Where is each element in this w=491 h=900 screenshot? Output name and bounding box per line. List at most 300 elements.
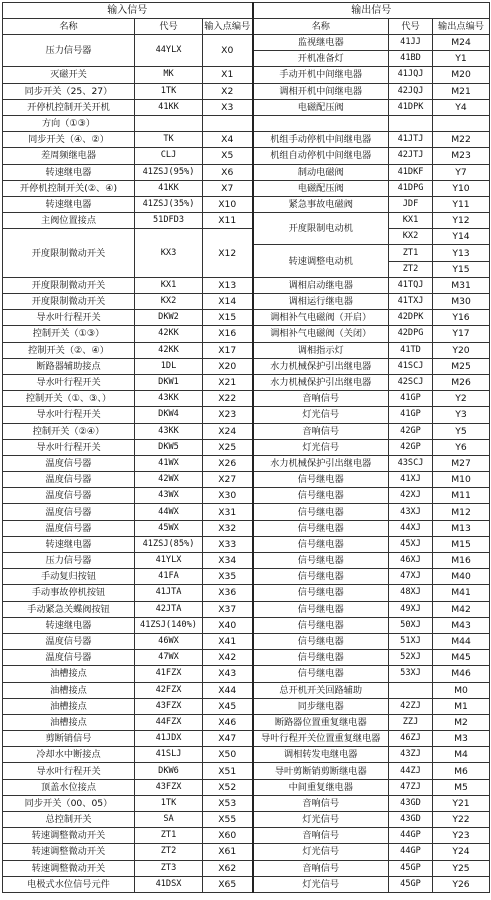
input-point-cell: X61 (203, 844, 253, 860)
input-code-cell: 41ZSJ(140%) (135, 617, 203, 633)
table-row (3, 714, 490, 730)
table-row (3, 358, 490, 374)
output-point-cell: Y17 (433, 326, 490, 342)
table-row (3, 763, 490, 779)
table-row (3, 876, 490, 892)
table-row (3, 310, 490, 326)
output-code-cell: 42XJ (389, 488, 433, 504)
input-name-cell: 转速继电器 (3, 617, 135, 633)
input-name-cell: 同步开关（④、②） (3, 132, 135, 148)
output-name-cell: 信号继电器 (253, 553, 389, 569)
input-point-cell: X10 (203, 196, 253, 212)
input-code-cell: 1DL (135, 358, 203, 374)
input-point-cell: X41 (203, 633, 253, 649)
output-code-cell: 45GP (389, 876, 433, 892)
in-name-header: 名称 (3, 19, 135, 35)
input-name-cell: 导水叶行程开关 (3, 374, 135, 390)
table-row (3, 374, 490, 390)
output-point-cell: M27 (433, 455, 490, 471)
input-code-cell: KX3 (135, 229, 203, 278)
output-name-cell: 信号继电器 (253, 520, 389, 536)
output-name-cell: 总开机开关回路辅助 (253, 682, 389, 698)
output-name-cell: 断路器位置重复继电器 (253, 714, 389, 730)
output-point-cell: Y16 (433, 310, 490, 326)
output-name-cell: 调相运行继电器 (253, 294, 389, 310)
table-row (3, 650, 490, 666)
input-point-cell: X24 (203, 423, 253, 439)
out-code-header: 代号 (389, 19, 433, 35)
input-point-cell: X7 (203, 180, 253, 196)
output-code-cell: 42DPK (389, 310, 433, 326)
input-point-cell: X43 (203, 666, 253, 682)
input-point-cell: X46 (203, 714, 253, 730)
input-code-cell: 41ZSJ(95%) (135, 164, 203, 180)
input-name-cell: 油槽接点 (3, 666, 135, 682)
output-code-cell: 44GP (389, 844, 433, 860)
output-name-cell: 制动电磁阀 (253, 164, 389, 180)
output-code-cell: ZT2 (389, 261, 433, 277)
output-point-cell: Y1 (433, 51, 490, 67)
input-point-cell: X32 (203, 520, 253, 536)
output-point-cell: M15 (433, 536, 490, 552)
out-name-header: 名称 (253, 19, 389, 35)
table-row (3, 812, 490, 828)
output-point-cell: M22 (433, 132, 490, 148)
input-code-cell: 41SLJ (135, 747, 203, 763)
output-point-cell: M41 (433, 585, 490, 601)
input-name-cell: 开停机控制开关(②、④) (3, 180, 135, 196)
output-code-cell: 41TQJ (389, 277, 433, 293)
input-point-cell: X23 (203, 407, 253, 423)
table-row (3, 617, 490, 633)
output-code-cell: 41DPK (389, 99, 433, 115)
table-row (3, 342, 490, 358)
input-point-cell: X26 (203, 455, 253, 471)
output-code-cell: 51XJ (389, 633, 433, 649)
output-point-cell (433, 115, 490, 131)
input-point-cell: X20 (203, 358, 253, 374)
output-name-cell: 调相转发电继电器 (253, 747, 389, 763)
output-code-cell: 41GP (389, 391, 433, 407)
output-code-cell: 41JJ (389, 35, 433, 51)
output-code-cell: 44XJ (389, 520, 433, 536)
input-name-cell: 导水叶行程开关 (3, 439, 135, 455)
output-point-cell: Y2 (433, 391, 490, 407)
input-code-cell: 51DFD3 (135, 213, 203, 229)
input-point-cell: X12 (203, 229, 253, 278)
output-point-cell: Y25 (433, 860, 490, 876)
output-code-cell: 53XJ (389, 666, 433, 682)
table-row (3, 180, 490, 196)
input-code-cell: MK (135, 67, 203, 83)
input-point-cell: X30 (203, 488, 253, 504)
input-point-cell: X65 (203, 876, 253, 892)
table-row (3, 294, 490, 310)
input-code-cell: TK (135, 132, 203, 148)
output-name-cell: 音响信号 (253, 423, 389, 439)
input-code-cell: 41KK (135, 99, 203, 115)
output-code-cell: 44ZJ (389, 763, 433, 779)
input-point-cell: X45 (203, 698, 253, 714)
table-row (3, 99, 490, 115)
input-code-cell: 41KK (135, 180, 203, 196)
input-name-cell: 转速调整微动开关 (3, 844, 135, 860)
input-code-cell: KX1 (135, 277, 203, 293)
input-name-cell: 同步开关（00、05） (3, 795, 135, 811)
input-name-cell: 控制开关（②、④） (3, 342, 135, 358)
input-name-cell: 差周频继电器 (3, 148, 135, 164)
output-name-cell: 灯光信号 (253, 876, 389, 892)
input-code-cell: SA (135, 812, 203, 828)
input-code-cell: 43FZX (135, 698, 203, 714)
output-name-cell: 调相补气电磁阀（关闭） (253, 326, 389, 342)
input-name-cell: 温度信号器 (3, 633, 135, 649)
table-row (3, 666, 490, 682)
output-code-cell: 45XJ (389, 536, 433, 552)
input-name-cell: 开停机控制开关开机 (3, 99, 135, 115)
output-name-cell: 信号继电器 (253, 666, 389, 682)
input-code-cell: 1TK (135, 795, 203, 811)
input-name-cell: 转速继电器 (3, 536, 135, 552)
output-code-cell: KX1 (389, 213, 433, 229)
table-row (3, 455, 490, 471)
input-point-cell: X60 (203, 828, 253, 844)
input-point-cell: X51 (203, 763, 253, 779)
input-code-cell: 43FZX (135, 779, 203, 795)
input-name-cell: 冷却水中断接点 (3, 747, 135, 763)
input-code-cell: ZT1 (135, 828, 203, 844)
output-name-cell: 信号继电器 (253, 504, 389, 520)
input-name-cell: 转速继电器 (3, 164, 135, 180)
input-code-cell: 47WX (135, 650, 203, 666)
input-point-cell: X4 (203, 132, 253, 148)
input-code-cell: 41YLX (135, 553, 203, 569)
output-point-cell: M42 (433, 601, 490, 617)
input-code-cell: 42FZX (135, 682, 203, 698)
output-name-cell: 调相开机中间继电器 (253, 83, 389, 99)
input-name-cell: 温度信号器 (3, 650, 135, 666)
table-row (3, 569, 490, 585)
table-row (3, 828, 490, 844)
input-code-cell: DKW6 (135, 763, 203, 779)
output-point-cell: Y14 (433, 229, 490, 245)
input-point-cell: X0 (203, 35, 253, 67)
input-code-cell: 44YLX (135, 35, 203, 67)
output-point-cell: M23 (433, 148, 490, 164)
output-point-cell: Y12 (433, 213, 490, 229)
input-code-cell: CLJ (135, 148, 203, 164)
output-name-cell: 导叶行程开关位置重复继电器 (253, 731, 389, 747)
output-code-cell: 46XJ (389, 553, 433, 569)
output-code-cell (389, 682, 433, 698)
input-point-cell: X16 (203, 326, 253, 342)
output-name-cell: 信号继电器 (253, 536, 389, 552)
output-code-cell: 41BD (389, 51, 433, 67)
input-point-cell: X6 (203, 164, 253, 180)
table-row (3, 585, 490, 601)
input-code-cell: KX2 (135, 294, 203, 310)
in-point-header: 输入点编号 (203, 19, 253, 35)
output-point-cell: M12 (433, 504, 490, 520)
table-row (3, 747, 490, 763)
output-code-cell: 46ZJ (389, 731, 433, 747)
input-code-cell: 41WX (135, 455, 203, 471)
output-name-cell: 中间重复继电器 (253, 779, 389, 795)
input-code-cell: ZT2 (135, 844, 203, 860)
output-name-cell: 调相指示灯 (253, 342, 389, 358)
input-code-cell: DKW1 (135, 374, 203, 390)
output-code-cell: 49XJ (389, 601, 433, 617)
output-point-cell: M21 (433, 83, 490, 99)
input-code-cell: DKW2 (135, 310, 203, 326)
table-row (3, 731, 490, 747)
io-table-body (3, 35, 490, 893)
output-name-cell: 灯光信号 (253, 439, 389, 455)
table-row (3, 164, 490, 180)
output-code-cell: 42SCJ (389, 374, 433, 390)
input-name-cell: 油槽接点 (3, 698, 135, 714)
table-row (3, 277, 490, 293)
output-point-cell: Y5 (433, 423, 490, 439)
table-row (3, 553, 490, 569)
output-code-cell: JDF (389, 196, 433, 212)
input-code-cell: 41DSX (135, 876, 203, 892)
input-point-cell: X13 (203, 277, 253, 293)
output-name-cell: 音响信号 (253, 828, 389, 844)
table-row (3, 795, 490, 811)
input-point-cell: X2 (203, 83, 253, 99)
output-code-cell: 41DPG (389, 180, 433, 196)
output-point-cell: Y13 (433, 245, 490, 261)
output-point-cell: Y26 (433, 876, 490, 892)
output-point-cell: M16 (433, 553, 490, 569)
output-name-cell: 监视继电器 (253, 35, 389, 51)
output-name-cell: 电磁配压阀 (253, 99, 389, 115)
output-point-cell: M31 (433, 277, 490, 293)
output-code-cell: 48XJ (389, 585, 433, 601)
input-name-cell: 温度信号器 (3, 455, 135, 471)
output-point-cell: M20 (433, 67, 490, 83)
output-name-cell: 信号继电器 (253, 633, 389, 649)
input-code-cell: 44FZX (135, 714, 203, 730)
output-point-cell: Y3 (433, 407, 490, 423)
output-point-cell: Y23 (433, 828, 490, 844)
input-name-cell: 开度限制微动开关 (3, 294, 135, 310)
table-row (3, 601, 490, 617)
output-point-cell: M11 (433, 488, 490, 504)
output-point-cell: M43 (433, 617, 490, 633)
input-code-cell: 41FZX (135, 666, 203, 682)
output-name-cell: 机组手动停机中间继电器 (253, 132, 389, 148)
input-point-cell: X35 (203, 569, 253, 585)
table-row (3, 472, 490, 488)
output-name-cell: 音响信号 (253, 795, 389, 811)
output-name-cell: 机组自动停机中间继电器 (253, 148, 389, 164)
table-row (3, 132, 490, 148)
input-point-cell: X25 (203, 439, 253, 455)
input-code-cell: 43KK (135, 391, 203, 407)
table-row (3, 860, 490, 876)
table-row (3, 439, 490, 455)
output-name-cell: 开机准备灯 (253, 51, 389, 67)
table-row (3, 115, 490, 131)
table-row (3, 504, 490, 520)
output-code-cell: KX2 (389, 229, 433, 245)
output-point-cell: Y21 (433, 795, 490, 811)
output-name-cell: 调相启动继电器 (253, 277, 389, 293)
input-point-cell: X21 (203, 374, 253, 390)
input-code-cell: 42JTA (135, 601, 203, 617)
output-point-cell: M26 (433, 374, 490, 390)
input-code-cell: 42KK (135, 342, 203, 358)
table-row (3, 536, 490, 552)
input-point-cell: X17 (203, 342, 253, 358)
output-code-cell: 42DPG (389, 326, 433, 342)
input-name-cell: 油槽接点 (3, 714, 135, 730)
output-code-cell: 42JTJ (389, 148, 433, 164)
output-point-cell: M13 (433, 520, 490, 536)
input-code-cell: 1TK (135, 83, 203, 99)
output-point-cell: Y4 (433, 99, 490, 115)
io-table-sheet (2, 2, 489, 893)
output-point-cell: Y22 (433, 812, 490, 828)
input-code-cell: DKW5 (135, 439, 203, 455)
input-point-cell: X50 (203, 747, 253, 763)
input-code-cell: 46WX (135, 633, 203, 649)
table-row (3, 148, 490, 164)
input-point-cell: X14 (203, 294, 253, 310)
output-name-cell: 水力机械保护引出继电器 (253, 455, 389, 471)
output-point-cell: M46 (433, 666, 490, 682)
output-point-cell: Y11 (433, 196, 490, 212)
input-point-cell: X40 (203, 617, 253, 633)
output-name-cell: 信号继电器 (253, 472, 389, 488)
output-name-cell: 音响信号 (253, 860, 389, 876)
input-name-cell: 导水叶行程开关 (3, 763, 135, 779)
output-code-cell: 41TXJ (389, 294, 433, 310)
output-code-cell: 41JTJ (389, 132, 433, 148)
input-name-cell: 温度信号器 (3, 520, 135, 536)
table-row (3, 682, 490, 698)
input-name-cell: 导水叶行程开关 (3, 407, 135, 423)
io-signal-table (2, 2, 490, 893)
output-code-cell: 43GD (389, 795, 433, 811)
output-point-cell: M0 (433, 682, 490, 698)
table-row (3, 407, 490, 423)
output-code-cell: 47ZJ (389, 779, 433, 795)
input-point-cell: X3 (203, 99, 253, 115)
output-point-cell: M6 (433, 763, 490, 779)
output-point-cell: M30 (433, 294, 490, 310)
input-point-cell (203, 115, 253, 131)
output-name-cell: 信号继电器 (253, 601, 389, 617)
in-code-header: 代号 (135, 19, 203, 35)
input-point-cell: X11 (203, 213, 253, 229)
output-name-cell: 同步继电器 (253, 698, 389, 714)
input-name-cell: 转速调整微动开关 (3, 860, 135, 876)
output-code-cell: 42GP (389, 423, 433, 439)
output-code-cell: 47XJ (389, 569, 433, 585)
table-row (3, 196, 490, 212)
output-name-cell: 信号继电器 (253, 488, 389, 504)
output-point-cell: Y20 (433, 342, 490, 358)
input-code-cell: 41ZSJ(85%) (135, 536, 203, 552)
output-name-cell: 灯光信号 (253, 844, 389, 860)
input-code-cell: 42KK (135, 326, 203, 342)
table-row (3, 67, 490, 83)
output-name-cell: 转速调整电动机 (253, 245, 389, 277)
input-name-cell: 方向（①③） (3, 115, 135, 131)
input-code-cell: 45WX (135, 520, 203, 536)
output-point-cell: Y15 (433, 261, 490, 277)
output-name-cell: 紧急事故电磁阀 (253, 196, 389, 212)
output-name-cell: 信号继电器 (253, 585, 389, 601)
input-code-cell: 42WX (135, 472, 203, 488)
input-name-cell: 手动事故停机按钮 (3, 585, 135, 601)
input-point-cell: X22 (203, 391, 253, 407)
output-name-cell (253, 115, 389, 131)
table-row (3, 391, 490, 407)
output-code-cell: 42ZJ (389, 698, 433, 714)
table-row (3, 633, 490, 649)
output-code-cell: 43SCJ (389, 455, 433, 471)
input-point-cell: X31 (203, 504, 253, 520)
output-code-cell: 41TD (389, 342, 433, 358)
output-point-cell: M24 (433, 35, 490, 51)
output-code-cell: 41XJ (389, 472, 433, 488)
input-point-cell: X44 (203, 682, 253, 698)
output-point-cell: M44 (433, 633, 490, 649)
output-code-cell: 45GP (389, 860, 433, 876)
output-code-cell: 41SCJ (389, 358, 433, 374)
output-point-cell: M40 (433, 569, 490, 585)
table-row (3, 520, 490, 536)
output-code-cell: 41JQJ (389, 67, 433, 83)
output-point-cell: M45 (433, 650, 490, 666)
input-name-cell: 顶盖水位接点 (3, 779, 135, 795)
input-name-cell: 温度信号器 (3, 488, 135, 504)
output-point-cell: M10 (433, 472, 490, 488)
output-code-cell: 43ZJ (389, 747, 433, 763)
input-point-cell: X27 (203, 472, 253, 488)
output-name-cell: 电磁配压阀 (253, 180, 389, 196)
input-name-cell: 总控制开关 (3, 812, 135, 828)
output-point-cell: Y10 (433, 180, 490, 196)
output-name-cell: 灯光信号 (253, 812, 389, 828)
input-point-cell: X34 (203, 553, 253, 569)
input-name-cell: 剪断销信号 (3, 731, 135, 747)
input-name-cell: 同步开关（25、27） (3, 83, 135, 99)
input-point-cell: X62 (203, 860, 253, 876)
output-name-cell: 水力机械保护引出继电器 (253, 374, 389, 390)
input-name-cell: 控制开关（①、③、） (3, 391, 135, 407)
input-point-cell: X37 (203, 601, 253, 617)
output-code-cell: 50XJ (389, 617, 433, 633)
output-code-cell: 42GP (389, 439, 433, 455)
output-code-cell: 41DKF (389, 164, 433, 180)
output-code-cell: ZT1 (389, 245, 433, 261)
input-name-cell: 转速调整微动开关 (3, 828, 135, 844)
input-point-cell: X1 (203, 67, 253, 83)
input-name-cell: 电极式水位信号元件 (3, 876, 135, 892)
input-code-cell: DKW4 (135, 407, 203, 423)
table-row (3, 779, 490, 795)
output-code-cell: 52XJ (389, 650, 433, 666)
input-name-cell: 断路器辅助接点 (3, 358, 135, 374)
output-point-cell: M4 (433, 747, 490, 763)
table-row (3, 488, 490, 504)
table-row (3, 83, 490, 99)
